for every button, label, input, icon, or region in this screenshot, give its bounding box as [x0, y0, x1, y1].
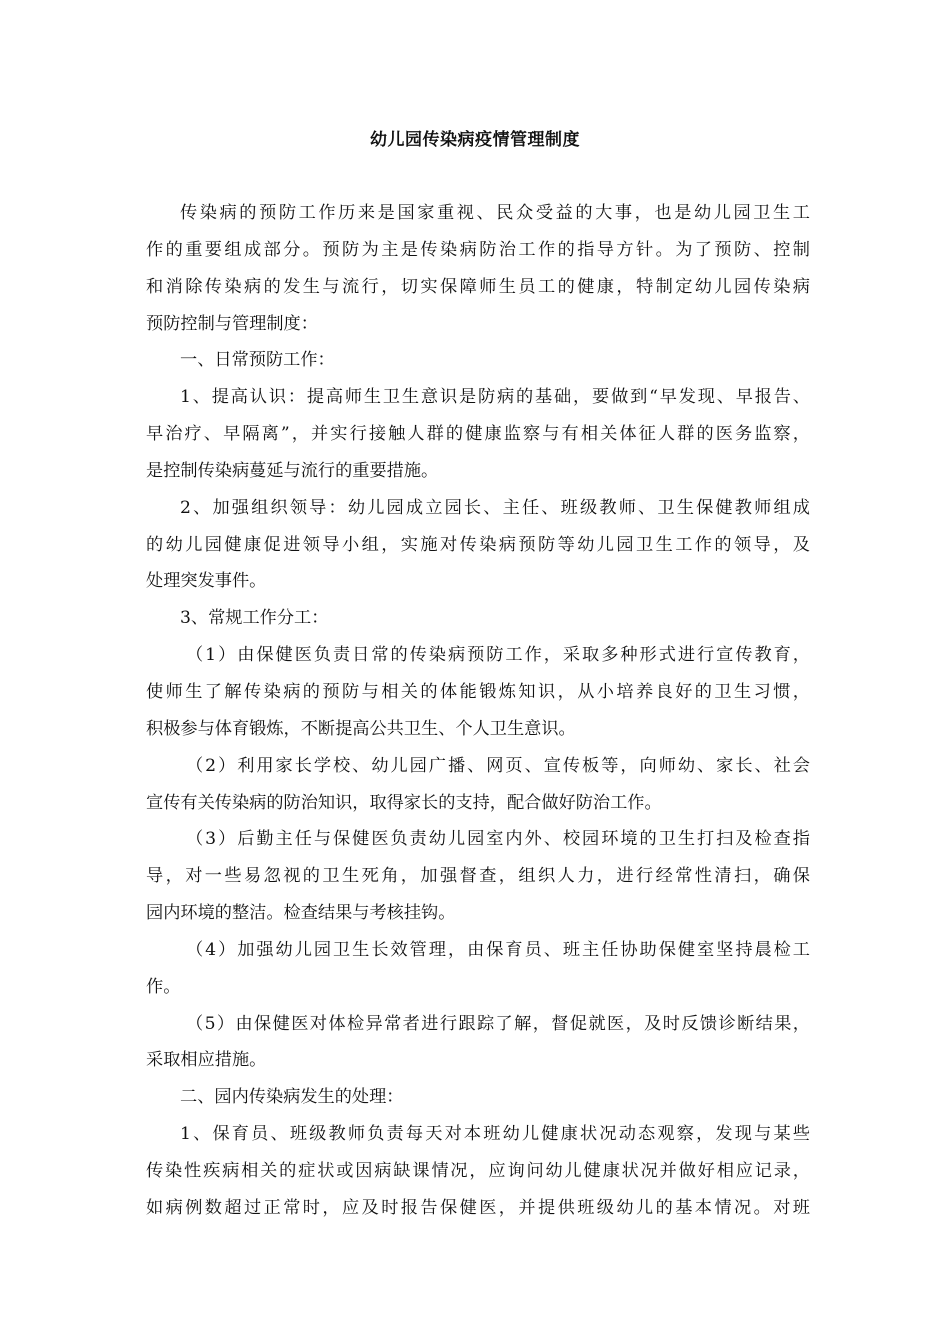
paragraph-line: 传染性疾病相关的症状或因病缺课情况，应询问幼儿健康状况并做好相应记录， — [146, 1161, 810, 1181]
paragraph-line: 预防控制与管理制度： — [146, 314, 318, 334]
paragraph-line: 3、常规工作分工： — [180, 608, 329, 628]
paragraph-line: （4）加强幼儿园卫生长效管理，由保育员、班主任协助保健室坚持晨检工 — [186, 940, 810, 960]
paragraph-line: 传染病的预防工作历来是国家重视、民众受益的大事，也是幼儿园卫生工 — [180, 203, 810, 223]
paragraph-line: 处理突发事件。 — [146, 571, 267, 591]
section-heading: 一、日常预防工作： — [180, 350, 335, 370]
paragraph-line: 使师生了解传染病的预防与相关的体能锻炼知识，从小培养良好的卫生习惯， — [146, 682, 810, 702]
paragraph-line: （2）利用家长学校、幼儿园广播、网页、宣传板等，向师幼、家长、社会 — [186, 756, 810, 776]
paragraph-line: 宣传有关传染病的防治知识，取得家长的支持，配合做好防治工作。 — [146, 793, 662, 813]
paragraph-line: 园内环境的整洁。检查结果与考核挂钩。 — [146, 903, 456, 923]
paragraph-line: （1）由保健医负责日常的传染病预防工作，采取多种形式进行宣传教育， — [186, 645, 810, 665]
paragraph-line: 作的重要组成部分。预防为主是传染病防治工作的指导方针。为了预防、控制 — [146, 240, 810, 260]
paragraph-line: 2、加强组织领导：幼儿园成立园长、主任、班级教师、卫生保健教师组成 — [180, 498, 810, 518]
paragraph-line: 的幼儿园健康促进领导小组，实施对传染病预防等幼儿园卫生工作的领导，及 — [146, 535, 810, 555]
document-title: 幼儿园传染病疫情管理制度 — [370, 130, 580, 150]
paragraph-line: （5）由保健医对体检异常者进行跟踪了解，督促就医，及时反馈诊断结果， — [186, 1014, 810, 1034]
paragraph-line: 是控制传染病蔓延与流行的重要措施。 — [146, 461, 439, 481]
paragraph-line: 1、保育员、班级教师负责每天对本班幼儿健康状况动态观察，发现与某些 — [180, 1124, 810, 1144]
paragraph-line: 1、提高认识：提高师生卫生意识是防病的基础，要做到“早发现、早报告、 — [180, 387, 810, 407]
paragraph-line: 采取相应措施。 — [146, 1050, 267, 1070]
paragraph-line: 如病例数超过正常时，应及时报告保健医，并提供班级幼儿的基本情况。对班 — [146, 1198, 810, 1218]
paragraph-line: 早治疗、早隔离”，并实行接触人群的健康监察与有相关体征人群的医务监察， — [146, 424, 810, 444]
paragraph-line: （3）后勤主任与保健医负责幼儿园室内外、校园环境的卫生打扫及检查指 — [186, 829, 810, 849]
paragraph-line: 积极参与体育锻炼，不断提高公共卫生、个人卫生意识。 — [146, 719, 576, 739]
paragraph-line: 和消除传染病的发生与流行，切实保障师生员工的健康，特制定幼儿园传染病 — [146, 277, 810, 297]
section-heading: 二、园内传染病发生的处理： — [180, 1087, 404, 1107]
paragraph-line: 作。 — [146, 977, 181, 997]
paragraph-line: 导，对一些易忽视的卫生死角，加强督查，组织人力，进行经常性清扫，确保 — [146, 866, 810, 886]
